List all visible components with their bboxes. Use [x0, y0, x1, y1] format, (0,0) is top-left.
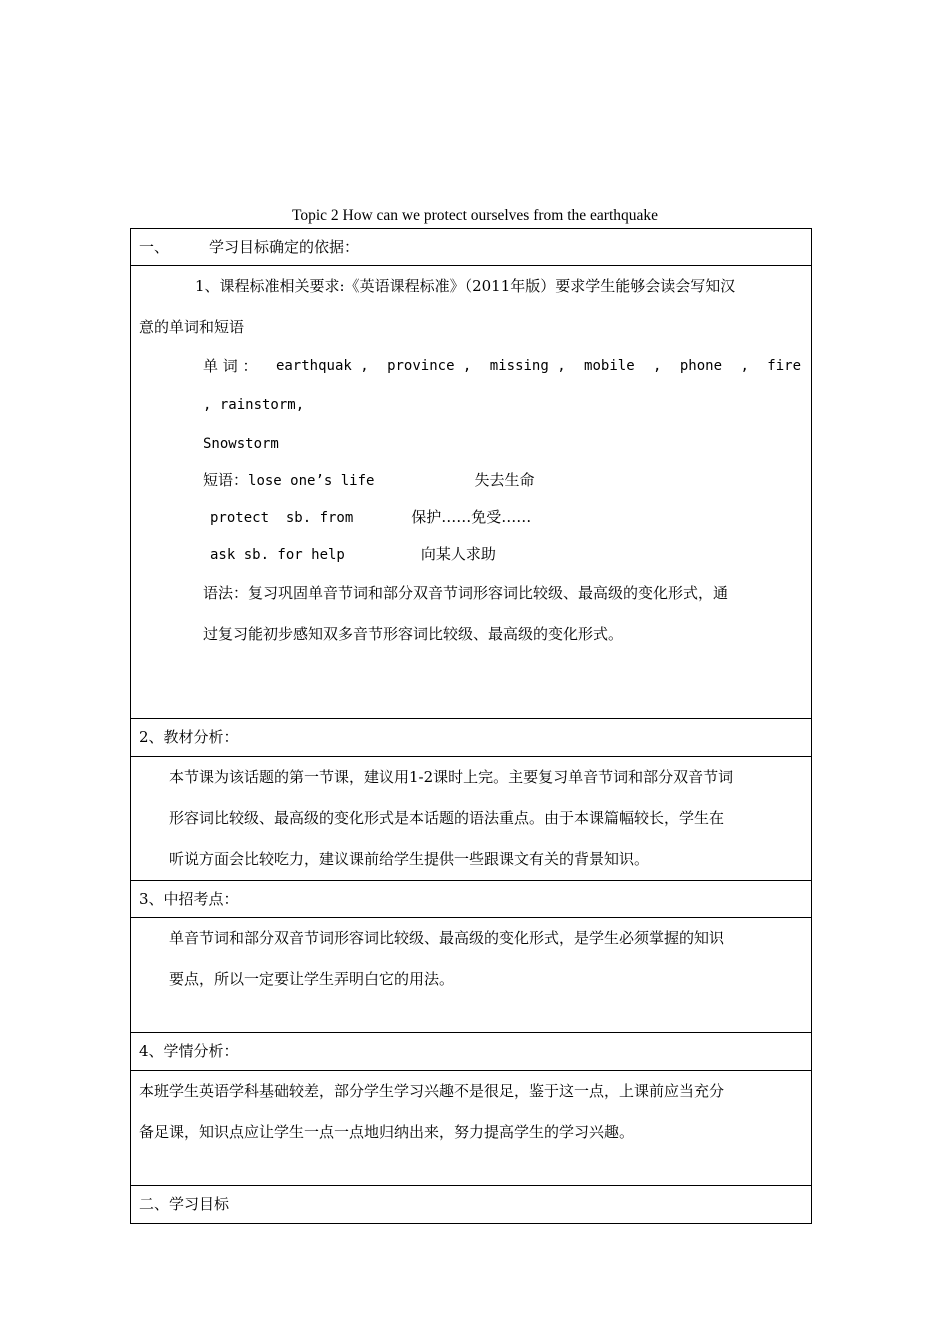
- section-1-number: 一、: [139, 238, 170, 256]
- section-5-header-row: [131, 1186, 812, 1224]
- student-analysis-line-2: 备足课，知识点应让学生一点一点地归纳出来，努力提高学生的学习兴趣。: [139, 1123, 635, 1141]
- exam-point-line-2: 要点，所以一定要让学生弄明白它的用法。: [169, 970, 455, 988]
- word-item: fire: [767, 358, 801, 374]
- grammar-line-1: 语法：复习巩固单音节词和部分双音节词形容词比较级、最高级的变化形式，通: [203, 584, 729, 602]
- section-1-body: [131, 266, 812, 719]
- document-title: Topic 2 How can we protect ourselves from the earthquake: [291, 207, 659, 224]
- word-item: phone: [679, 358, 723, 374]
- lesson-plan-table: [130, 228, 812, 1224]
- phrase-3-chinese: 向某人求助: [420, 545, 496, 563]
- word-item: province ,: [387, 358, 472, 374]
- section-3-body-row: [131, 918, 812, 1033]
- textbook-analysis-line-1: 本节课为该话题的第一节课，建议用1-2课时上完。主要复习单音节词和部分双音节词: [169, 768, 734, 786]
- phrase-2-chinese: 保护……免受……: [411, 508, 532, 526]
- curriculum-line-2: 意的单词和短语: [139, 318, 245, 336]
- word-list-line-3: Snowstorm: [203, 436, 279, 452]
- section-1-heading: 学习目标确定的依据：: [209, 238, 360, 256]
- section-3-header-row: [131, 881, 812, 918]
- section-1-body-row: [131, 266, 812, 719]
- phrase-row-2: [139, 499, 803, 536]
- word-list: [139, 348, 803, 384]
- word-item: earthquak ,: [275, 358, 369, 374]
- word-item: ,: [740, 358, 749, 374]
- curriculum-line-1: 1、课程标准相关要求:《英语课程标准》（2011年版）要求学生能够会读会写知汉: [195, 277, 736, 295]
- section-5-heading: 二、学习目标: [131, 1186, 812, 1224]
- phrase-1-chinese: 失去生命: [474, 471, 535, 489]
- section-3-body: [131, 918, 812, 1033]
- section-4-body: [131, 1071, 812, 1186]
- section-4-heading: 4、学情分析：: [131, 1033, 812, 1071]
- section-2-heading: 2、教材分析：: [131, 719, 812, 757]
- exam-point-line-1: 单音节词和部分双音节词形容词比较级、最高级的变化形式，是学生必须掌握的知识: [169, 929, 725, 947]
- textbook-analysis-line-2: 形容词比较级、最高级的变化形式是本话题的语法重点。由于本课篇幅较长，学生在: [169, 809, 725, 827]
- phrase-row-1: [139, 462, 803, 499]
- words-label: 单 词 ：: [203, 357, 258, 375]
- section-2-header-row: [131, 719, 812, 757]
- phrase-3-english: ask sb. for help: [210, 547, 345, 563]
- student-analysis-line-1: 本班学生英语学科基础较差，部分学生学习兴趣不是很足，鉴于这一点，上课前应当充分: [139, 1082, 725, 1100]
- word-item: mobile: [584, 358, 635, 374]
- grammar-line-2: 过复习能初步感知双多音节形容词比较级、最高级的变化形式。: [203, 625, 624, 643]
- section-4-header-row: [131, 1033, 812, 1071]
- section-2-body-row: [131, 757, 812, 881]
- phrases-label: 短语：: [203, 471, 249, 489]
- phrase-2-english: protect sb. from: [210, 510, 354, 526]
- section-1-header: [131, 229, 812, 266]
- section-1-header-row: [131, 229, 812, 266]
- section-2-body: [131, 757, 812, 881]
- word-item: missing ,: [489, 358, 566, 374]
- word-item: ,: [653, 358, 662, 374]
- textbook-analysis-line-3: 听说方面会比较吃力，建议课前给学生提供一些跟课文有关的背景知识。: [169, 850, 650, 868]
- phrase-row-3: [139, 536, 803, 573]
- section-4-body-row: [131, 1071, 812, 1186]
- phrase-1-english: lose one’s life: [248, 473, 375, 489]
- word-list-line-2: , rainstorm,: [203, 397, 305, 413]
- section-3-heading: 3、中招考点：: [131, 881, 812, 918]
